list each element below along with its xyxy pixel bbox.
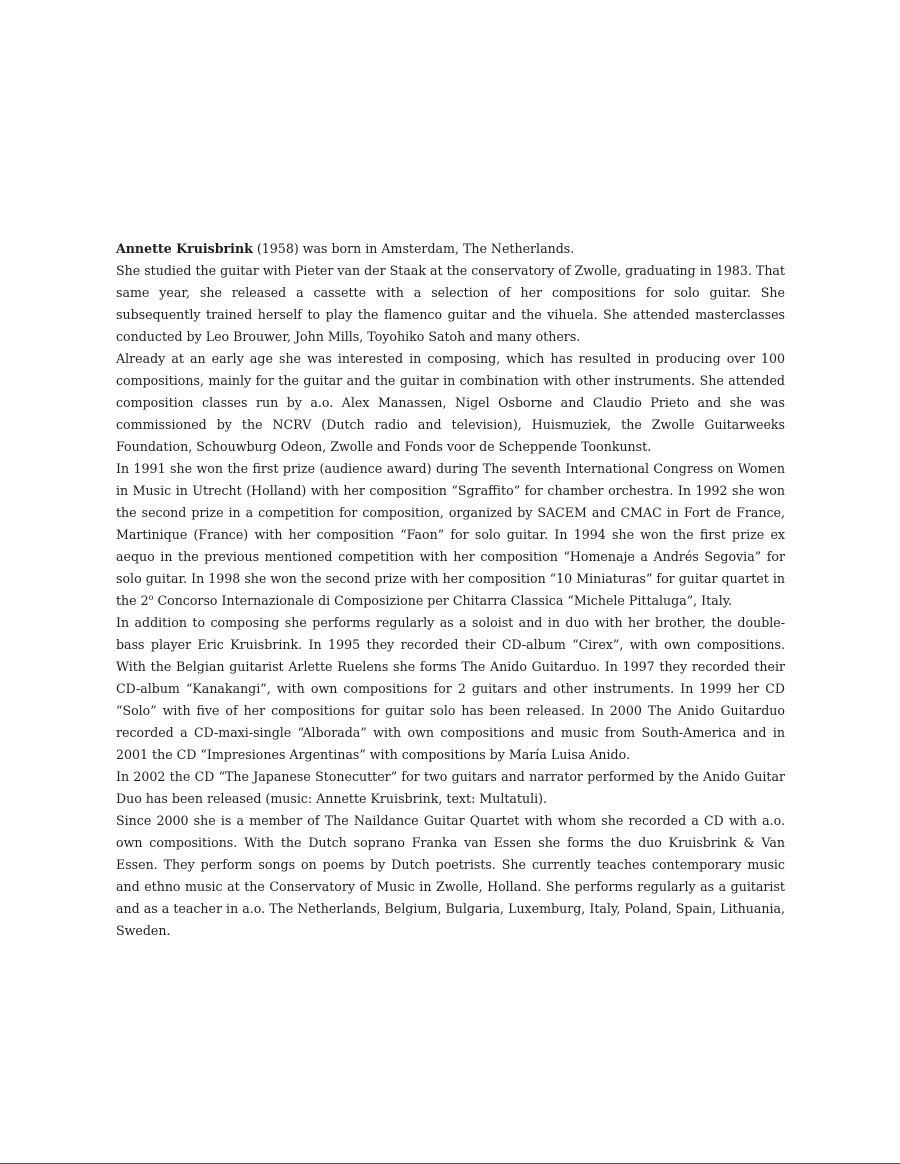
prizes-text: In 1991 she won the first prize (audience award) during The seventh International Congress on Women in Music in Utrecht (Holland) with her composition “Sgraffito” for chamber orchestra. In 1992 she won the second prize in a competition for composition, organized by SACEM and CMAC in Fort de France, Martinique (France) with her composition “Faon” for solo guitar. In 1994 she won the first prize ex aequo in the previous mentioned competition with her composition “Homenaje a Andrés Segovia” for solo guitar. In 1998 she won the second prize with her composition “10 Miniaturas” for guitar quartet in the 2 bbox=[116, 461, 785, 608]
biography-text bbox=[116, 238, 785, 942]
bio-paragraph-composing: Already at an early age she was interested in composing, which has resulted in producing over 100 compositions, mainly for the guitar and the guitar in combination with other instruments. She attended composition classes run by a.o. Alex Manassen, Nigel Osborne and Claudio Prieto and she was commissioned by the NCRV (Dutch radio and television), Huismuziek, the Zwolle Guitarweeks Foundation, Schouwburg Odeon, Zwolle and Fonds voor de Scheppende Toonkunst. bbox=[116, 351, 785, 454]
bio-paragraph-stonecutter: In 2002 the CD “The Japanese Stonecutter” for two guitars and narrator performed by the Anido Guitar Duo has been released (music: Annette Kruisbrink, text: Multatuli). bbox=[116, 769, 785, 806]
composer-name: Annette Kruisbrink bbox=[116, 241, 253, 256]
bio-paragraph-prizes bbox=[116, 458, 785, 612]
birth-info: (1958) was born in Amsterdam, The Netherlands. bbox=[252, 241, 575, 256]
prizes-text-end: Concorso Internazionale di Composizione per Chitarra Classica “Michele Pittaluga”, Italy. bbox=[153, 593, 733, 608]
bio-paragraph-intro bbox=[116, 238, 785, 260]
ordinal-superscript: o bbox=[148, 592, 154, 602]
bio-paragraph-performing: In addition to composing she performs regularly as a soloist and in duo with her brother, the double-bass player Eric Kruisbrink. In 1995 they recorded their CD-album “Cirex”, with own compositions. With the Belgian guitarist Arlette Ruelens she forms The Anido Guitarduo. In 1997 they recorded their CD-album “Kanakangi”, with own compositions for 2 guitars and other instruments. In 1999 her CD “Solo” with five of her compositions for guitar solo has been released. In 2000 The Anido Guitarduo recorded a CD-maxi-single “Alborada” with own compositions and music from South-America and in 2001 the CD “Impresiones Argentinas” with compositions by María Luisa Anido. bbox=[116, 615, 785, 762]
bio-paragraph-current: Since 2000 she is a member of The Naildance Guitar Quartet with whom she recorded a CD with a.o. own compositions. With the Dutch soprano Franka van Essen she forms the duo Kruisbrink & Van Essen. They perform songs on poems by Dutch poetrists. She currently teaches contemporary music and ethno music at the Conservatory of Music in Zwolle, Holland. She performs regularly as a guitarist and as a teacher in a.o. The Netherlands, Belgium, Bulgaria, Luxemburg, Italy, Poland, Spain, Lithuania, Sweden. bbox=[116, 813, 785, 938]
bio-paragraph-studies: She studied the guitar with Pieter van der Staak at the conservatory of Zwolle, graduating in 1983. That same year, she released a cassette with a selection of her compositions for solo guitar. She subsequently trained herself to play the flamenco guitar and the vihuela. She attended masterclasses conducted by Leo Brouwer, John Mills, Toyohiko Satoh and many others. bbox=[116, 263, 785, 344]
